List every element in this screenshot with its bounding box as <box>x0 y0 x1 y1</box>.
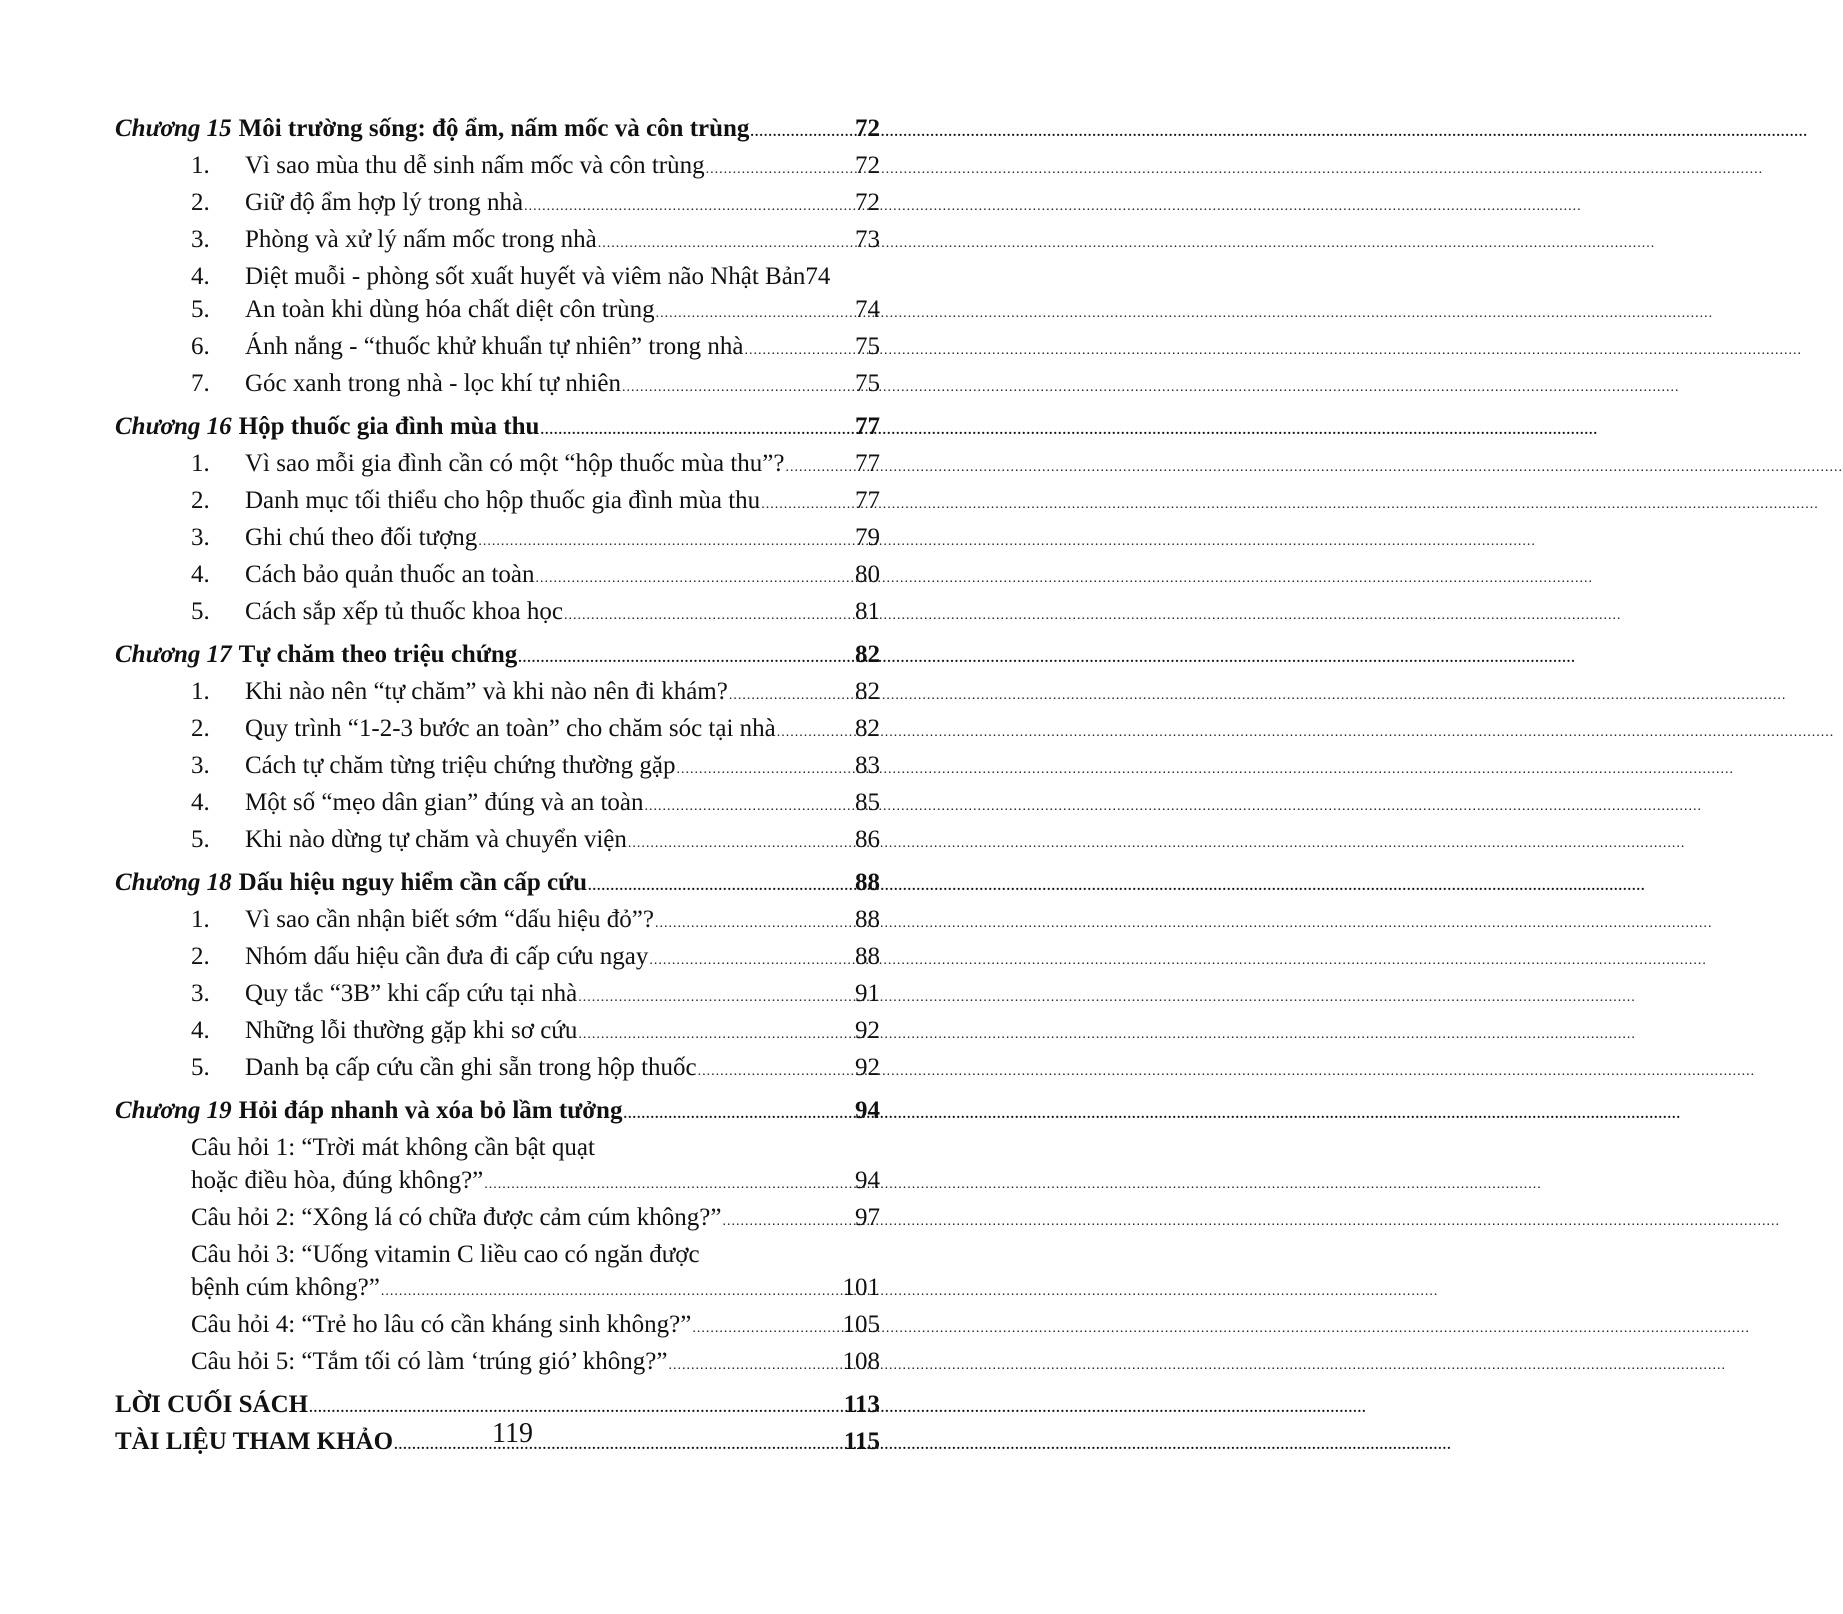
item-number: 3. <box>191 524 210 551</box>
dot-leader <box>706 149 854 186</box>
question-title: Câu hỏi 4: “Trẻ ho lâu có cần kháng sinh không?” <box>191 1311 692 1338</box>
dot-leader <box>729 675 854 712</box>
item-page: 75 <box>855 333 880 360</box>
chapter-title: Hộp thuốc gia đình mùa thu <box>238 413 540 440</box>
item-number: 2. <box>191 189 210 216</box>
dot-leader <box>761 484 854 521</box>
dot-leader <box>478 521 854 558</box>
question-title: hoặc điều hòa, đúng không?” <box>191 1167 484 1194</box>
item-title: Nhóm dấu hiệu cần đưa đi cấp cứu ngay <box>245 943 649 970</box>
dot-leader <box>645 786 854 823</box>
toc-chapter-15[interactable] <box>115 112 880 149</box>
dot-leader <box>381 1271 842 1308</box>
toc-question[interactable] <box>115 1164 880 1201</box>
item-number: 2. <box>191 715 210 742</box>
dot-leader <box>649 940 854 977</box>
page-number: 119 <box>492 1418 533 1449</box>
dot-leader <box>518 638 854 675</box>
item-number: 5. <box>191 826 210 853</box>
item-title: Ánh nắng - “thuốc khử khuẩn tự nhiên” trong nhà <box>245 333 744 360</box>
toc-item[interactable] <box>115 977 880 1014</box>
item-page: 75 <box>855 370 880 397</box>
question-page: 94 <box>855 1167 880 1194</box>
item-number: 4. <box>191 1017 210 1044</box>
item-number: 4. <box>191 561 210 588</box>
item-page: 80 <box>855 561 880 588</box>
toc-item[interactable] <box>115 484 880 521</box>
chapter-label: Chương 19 <box>115 1097 232 1124</box>
toc-item[interactable] <box>115 1051 880 1088</box>
item-title: Cách bảo quản thuốc an toàn <box>245 561 535 588</box>
chapter-label: Chương 16 <box>115 413 232 440</box>
toc-item[interactable] <box>115 447 880 484</box>
toc-question[interactable] <box>115 1271 880 1308</box>
dot-leader <box>655 903 854 940</box>
toc-item[interactable] <box>115 149 880 186</box>
item-number: 5. <box>191 598 210 625</box>
dot-leader <box>578 977 854 1014</box>
chapter-label: Chương 15 <box>115 115 232 142</box>
item-number: 2. <box>191 487 210 514</box>
chapter-page: 94 <box>855 1097 880 1124</box>
dot-leader <box>698 1051 854 1088</box>
item-title: Vì sao mùa thu dễ sinh nấm mốc và côn trùng <box>245 152 705 179</box>
item-page: 92 <box>855 1017 880 1044</box>
dot-leader <box>669 1345 842 1382</box>
question-page: 101 <box>842 1274 880 1301</box>
item-page: 91 <box>855 980 880 1007</box>
toc-chapter-16[interactable] <box>115 410 880 447</box>
item-number: 5. <box>191 1054 210 1081</box>
dot-leader <box>564 595 854 632</box>
item-title: Giữ độ ẩm hợp lý trong nhà <box>245 189 524 216</box>
dot-leader <box>677 749 854 786</box>
section-title: TÀI LIỆU THAM KHẢO <box>115 1428 394 1455</box>
toc-item[interactable] <box>115 595 880 632</box>
question-title: Câu hỏi 5: “Tắm tối có làm ‘trúng gió’ không?” <box>191 1348 668 1375</box>
chapter-page: 77 <box>855 413 880 440</box>
item-page: 88 <box>855 943 880 970</box>
dot-leader <box>484 1164 854 1201</box>
dot-leader <box>722 1201 854 1238</box>
item-title: Quy trình “1-2-3 bước an toàn” cho chăm sóc tại nhà <box>245 715 776 742</box>
toc-item[interactable] <box>115 823 880 860</box>
item-page: 81 <box>855 598 880 625</box>
dot-leader <box>540 410 854 447</box>
chapter-title: Hỏi đáp nhanh và xóa bỏ lầm tưởng <box>238 1097 623 1124</box>
toc-item[interactable] <box>115 367 880 404</box>
item-page: 72 <box>855 152 880 179</box>
toc-chapter-19[interactable] <box>115 1094 880 1131</box>
item-number: 2. <box>191 943 210 970</box>
item-number: 3. <box>191 226 210 253</box>
toc-item[interactable] <box>115 558 880 595</box>
toc-item[interactable] <box>115 1014 880 1051</box>
item-title: Danh mục tối thiểu cho hộp thuốc gia đình mùa thu <box>245 487 761 514</box>
question-line[interactable]: Câu hỏi 3: “Uống vitamin C liều cao có ngăn được <box>191 1241 700 1268</box>
chapter-title: Môi trường sống: độ ẩm, nấm mốc và côn trùng <box>238 115 750 142</box>
item-title: Danh bạ cấp cứu cần ghi sẵn trong hộp thuốc <box>245 1054 697 1081</box>
item-number: 1. <box>191 450 210 477</box>
item-title: Khi nào dừng tự chăm và chuyển viện <box>245 826 627 853</box>
question-title: Câu hỏi 2: “Xông lá có chữa được cảm cúm không?” <box>191 1204 722 1231</box>
chapter-page: 82 <box>855 641 880 668</box>
item-title: Góc xanh trong nhà - lọc khí tự nhiên <box>245 370 621 397</box>
dot-leader <box>622 367 854 404</box>
item-page: 85 <box>855 789 880 816</box>
chapter-label: Chương 18 <box>115 869 232 896</box>
item-title: Quy tắc “3B” khi cấp cứu tại nhà <box>245 980 578 1007</box>
item-page: 79 <box>855 524 880 551</box>
dot-leader <box>777 712 854 749</box>
dot-leader <box>578 1014 854 1051</box>
item-number: 1. <box>191 678 210 705</box>
toc-item[interactable] <box>115 903 880 940</box>
item-number: 3. <box>191 752 210 779</box>
toc-item[interactable] <box>115 940 880 977</box>
item-title: Một số “mẹo dân gian” đúng và an toàn <box>245 789 644 816</box>
chapter-title: Tự chăm theo triệu chứng <box>238 641 518 668</box>
item-page: 92 <box>855 1054 880 1081</box>
item-page: 74 <box>855 296 880 323</box>
item-title: Vì sao cần nhận biết sớm “dấu hiệu đỏ”? <box>245 906 654 933</box>
toc-chapter-18[interactable] <box>115 866 880 903</box>
item-title: Phòng và xử lý nấm mốc trong nhà <box>245 226 597 253</box>
item-title: Cách sắp xếp tủ thuốc khoa học <box>245 598 563 625</box>
question-page: 97 <box>855 1204 880 1231</box>
toc-question[interactable] <box>115 1201 880 1238</box>
toc-item[interactable] <box>115 293 880 330</box>
item-number: 5. <box>191 296 210 323</box>
item-number: 4. <box>191 263 210 290</box>
toc-item[interactable] <box>115 223 880 260</box>
dot-leader <box>536 558 855 595</box>
item-number: 7. <box>191 370 210 397</box>
toc-question[interactable] <box>115 1308 880 1345</box>
dot-leader <box>524 186 854 223</box>
question-line[interactable]: Câu hỏi 1: “Trời mát không cần bật quạt <box>191 1134 595 1161</box>
item-page: 86 <box>855 826 880 853</box>
item-page: 82 <box>855 715 880 742</box>
item-page: 88 <box>855 906 880 933</box>
toc-item[interactable] <box>115 749 880 786</box>
toc-item[interactable] <box>115 260 880 293</box>
question-page: 105 <box>842 1311 880 1338</box>
toc-item[interactable] <box>115 712 880 749</box>
toc-item[interactable] <box>115 675 880 712</box>
toc-item[interactable] <box>115 330 880 367</box>
dot-leader <box>588 866 854 903</box>
chapter-title: Dấu hiệu nguy hiểm cần cấp cứu <box>238 869 588 896</box>
item-page: 77 <box>855 450 880 477</box>
item-page: 72 <box>855 189 880 216</box>
dot-leader <box>623 1094 854 1131</box>
dot-leader <box>745 330 854 367</box>
item-page: 83 <box>855 752 880 779</box>
item-page: 73 <box>855 226 880 253</box>
toc-item[interactable] <box>115 186 880 223</box>
item-title: Cách tự chăm từng triệu chứng thường gặp <box>245 752 676 779</box>
item-page: 82 <box>855 678 880 705</box>
toc-question[interactable] <box>115 1345 880 1382</box>
toc-chapter-17[interactable] <box>115 638 880 675</box>
item-number: 1. <box>191 906 210 933</box>
chapter-page: 72 <box>855 115 880 142</box>
item-title: An toàn khi dùng hóa chất diệt côn trùng <box>245 296 655 323</box>
section-page: 115 <box>843 1428 880 1455</box>
dot-leader <box>598 223 854 260</box>
dot-leader <box>692 1308 841 1345</box>
item-title: Diệt muỗi - phòng sốt xuất huyết và viêm não Nhật Bản <box>245 263 806 290</box>
dot-leader <box>785 447 854 484</box>
table-of-contents <box>115 112 880 1462</box>
item-number: 3. <box>191 980 210 1007</box>
question-page: 108 <box>842 1348 880 1375</box>
item-number: 6. <box>191 333 210 360</box>
item-page: 74 <box>805 263 831 290</box>
item-title: Vì sao mỗi gia đình cần có một “hộp thuốc mùa thu”? <box>245 450 785 477</box>
question-title: bệnh cúm không?” <box>191 1274 380 1301</box>
dot-leader <box>628 823 854 860</box>
item-title: Ghi chú theo đối tượng <box>245 524 478 551</box>
section-page: 113 <box>843 1391 880 1418</box>
item-page: 77 <box>855 487 880 514</box>
dot-leader <box>750 112 854 149</box>
toc-item[interactable] <box>115 521 880 558</box>
section-title: LỜI CUỐI SÁCH <box>115 1391 309 1418</box>
item-title: Những lỗi thường gặp khi sơ cứu <box>245 1017 578 1044</box>
item-number: 4. <box>191 789 210 816</box>
item-number: 1. <box>191 152 210 179</box>
dot-leader <box>656 293 854 330</box>
chapter-page: 88 <box>855 869 880 896</box>
chapter-label: Chương 17 <box>115 641 232 668</box>
toc-item[interactable] <box>115 786 880 823</box>
item-title: Khi nào nên “tự chăm” và khi nào nên đi khám? <box>245 678 728 705</box>
